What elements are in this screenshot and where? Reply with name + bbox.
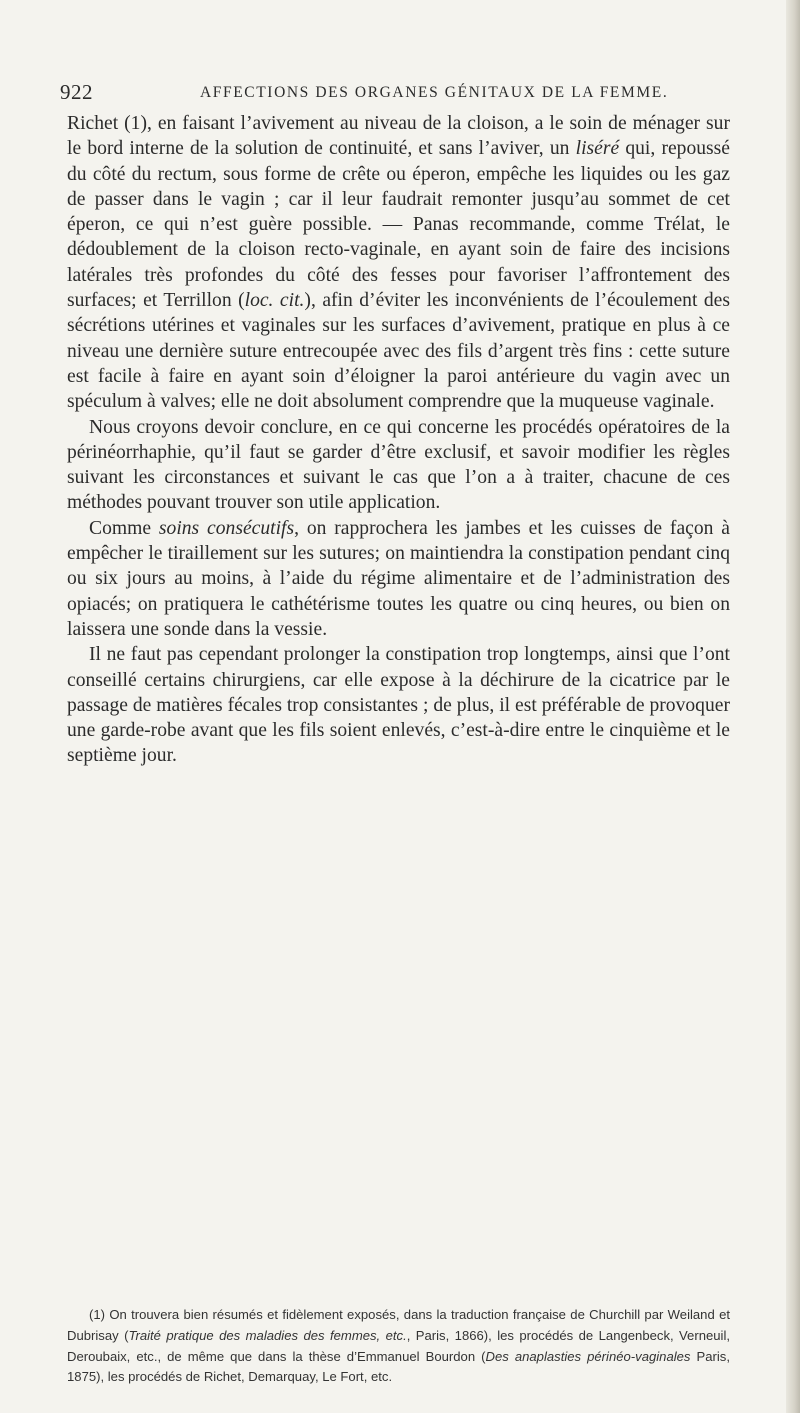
paragraph-3-text-a: Comme: [89, 517, 159, 539]
footnote-italic-traite: Traité pratique des maladies des femmes, etc.: [128, 1327, 407, 1343]
paragraph-2: Nous croyons devoir conclure, en ce qui concerne les procédés opératoires de la périnéorrhaphie, qu’il faut se garder d’être exclusif, et savoir modifier les règles suivant les circonstances et suivant le cas que l’on a à traiter, chacune de ces méthodes pouvant trouver son utile application.: [67, 416, 730, 514]
running-title: AFFECTIONS DES ORGANES GÉNITAUX DE LA FEMME.: [200, 84, 669, 101]
footnote: [67, 1305, 730, 1388]
paragraph-1-italic-loc-cit: loc. cit.: [244, 290, 305, 312]
paragraph-1-text-e: ), afin d’éviter les inconvénients de l’écoulement des sécrétions utérines et vaginales sur les surfaces d’avivement, pratique en plus à ce niveau une dernière suture entrecoupée avec des fils d’argent très fins : cette suture est facile à faire en ayant soin d’éloigner la paroi antérieure du vagin avec un spéculum à valves; elle ne doit absolument comprendre que la muqueuse vaginale.: [67, 290, 730, 413]
paragraph-1-italic-lisere: liséré: [575, 138, 620, 160]
paragraph-1-text-a: Richet (1), en faisant l’avivement au niveau de la cloison, a le soin de ménager sur le bord interne de la solution de continuité, et sans l’aviver, un: [67, 113, 730, 160]
page-number: 922: [60, 80, 93, 104]
footnote-italic-anaplasties: Des anaplasties périnéo-vaginales: [485, 1348, 691, 1364]
paragraph-1: [67, 111, 730, 415]
main-text: [67, 111, 730, 769]
footnote-text-e: Paris, 1875), les procédés de Richet, Demarquay, Le Fort, etc.: [67, 1348, 730, 1385]
paragraph-3-text-c: , on rapprochera les jambes et les cuisses de façon à empêcher le tiraillement sur les sutures; on maintiendra la constipation pendant cinq ou six jours au moins, à l’aide du régime alimentaire et de l’administration des opiacés; on pratiquera le cathétérisme toutes les quatre ou cinq heures, ou bien on laissera une sonde dans la vessie.: [67, 517, 730, 640]
footnote-text-c: , Paris, 1866), les procédés de Langenbeck, Verneuil, Deroubaix, etc., de même que dans la thèse d’Emmanuel Bourdon (: [67, 1327, 730, 1364]
footnote-text-a: (1) On trouvera bien résumés et fidèlement exposés, dans la traduction française de Churchill par Weiland et Dubrisay (: [67, 1307, 730, 1343]
paragraph-3: [67, 516, 730, 642]
paragraph-3-italic-soins: soins consécutifs: [158, 517, 295, 539]
page-header: [60, 80, 700, 106]
paragraph-1-text-c: qui, repoussé du côté du rectum, sous forme de crête ou éperon, empêche les liquides ou les gaz de passer dans le vagin ; car il leur faudrait remonter jusqu’au sommet de cet éperon, ce qui n’est guère possible. — Panas recommande, comme Trélat, le dédoublement de la cloison recto-vaginale, en ayant soin de faire des incisions latérales très profondes du côté des fesses pour favoriser l’affrontement des surfaces; et Terrillon (: [67, 138, 731, 312]
paragraph-4: Il ne faut pas cependant prolonger la constipation trop longtemps, ainsi que l’ont conseillé certains chirurgiens, car elle expose à la déchirure de la cicatrice par le passage de matières fécales trop consistantes ; de plus, il est préférable de provoquer une garde-robe avant que les fils soient enlevés, c’est-à-dire entre le cinquième et le septième jour.: [67, 644, 730, 767]
page-edge-shadow: [786, 0, 800, 1413]
